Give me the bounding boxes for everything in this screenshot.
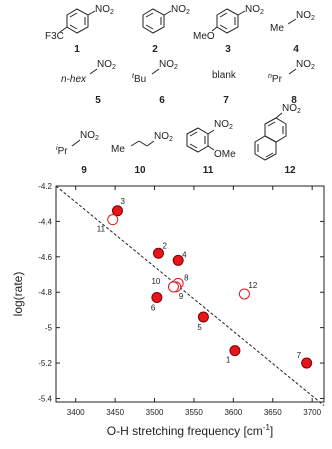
compound-number-12: 12 — [284, 165, 296, 176]
data-label-9: 9 — [178, 291, 184, 301]
compound-number-2: 2 — [152, 44, 158, 55]
compound-number-5: 5 — [95, 95, 101, 106]
data-point-6 — [152, 293, 162, 303]
scatter-chart — [11, 182, 324, 438]
compound-1-structure — [60, 9, 95, 33]
compound-10-me-label: Me — [111, 144, 125, 155]
data-label-4: 4 — [182, 250, 187, 260]
compound-12-structure — [255, 113, 286, 160]
compound-11-nitro-label: $NO_2$ — [214, 119, 233, 131]
compound-8-nitro-label: $NO_2$ — [296, 59, 315, 71]
data-label-7: 7 — [296, 351, 302, 361]
x-axis-ticks — [67, 186, 322, 417]
compound-3-meo-label: MeO — [193, 31, 215, 42]
y-tick-label: -5.4 — [38, 394, 52, 404]
compound-6-bond — [152, 69, 159, 74]
data-label-10: 10 — [151, 276, 161, 286]
compound-number-9: 9 — [81, 165, 87, 176]
x-axis-label: O-H stretching frequency $[cm^{-1}]$ — [106, 423, 274, 438]
y-tick-label: -4.4 — [38, 217, 52, 227]
compound-4-me-label: Me — [270, 23, 284, 34]
data-label-1: 1 — [225, 355, 231, 365]
compound-9-bond — [72, 140, 80, 146]
compound-8-npr-label: $^n$Pr — [268, 73, 282, 85]
compound-9-ipr-label: $^i$Pr — [56, 145, 68, 157]
compound-12-nitro-label: $NO_2$ — [282, 103, 301, 115]
data-label-6: 6 — [150, 303, 156, 313]
structure-labels — [45, 4, 315, 160]
data-label-2: 2 — [162, 241, 167, 251]
compound-1-cf3-label: F3C — [45, 31, 64, 42]
data-point-1 — [230, 346, 240, 356]
compound-number-1: 1 — [74, 44, 80, 55]
compound-11-ome-label: OMe — [214, 149, 236, 160]
compound-number-8: 8 — [291, 95, 297, 106]
y-tick-label: -5.2 — [38, 359, 52, 369]
data-point-10 — [168, 282, 178, 292]
compound-2-nitro-label: $NO_2$ — [171, 4, 190, 16]
compound-number-6: 6 — [159, 95, 165, 106]
data-point-7 — [302, 358, 312, 368]
compound-11-structure — [187, 128, 214, 152]
compound-9-nitro-label: $NO_2$ — [80, 130, 99, 142]
compound-3-structure — [212, 9, 245, 33]
compound-4-nitro-label: $NO_2$ — [296, 10, 315, 22]
compound-4-bond — [288, 19, 296, 24]
compound-number-11: 11 — [202, 165, 214, 176]
x-tick-label: 3500 — [145, 408, 164, 417]
compound-7-blank-label: blank — [212, 70, 236, 81]
compound-10-bonds — [131, 141, 154, 146]
trend-line — [56, 186, 324, 406]
compound-5-nitro-label: $NO_2$ — [97, 59, 116, 71]
compound-number-7: 7 — [223, 95, 229, 106]
y-tick-label: -4.8 — [38, 288, 52, 298]
data-point-12 — [239, 289, 249, 299]
data-points — [97, 197, 312, 368]
x-tick-label: 3550 — [185, 408, 203, 417]
y-tick-label: -4.2 — [38, 182, 52, 191]
x-tick-label: 3650 — [263, 408, 282, 417]
compound-8-bond — [289, 69, 296, 74]
data-label-11: 11 — [96, 224, 106, 234]
y-axis-label: log(rate) — [11, 271, 25, 317]
x-tick-label: 3700 — [303, 408, 322, 417]
data-label-3: 3 — [120, 196, 125, 206]
x-tick-label: 3450 — [106, 408, 125, 417]
compound-number-10: 10 — [134, 165, 146, 176]
compound-number-3: 3 — [225, 44, 231, 55]
compound-6-nitro-label: $NO_2$ — [159, 59, 178, 71]
data-label-8: 8 — [184, 273, 189, 283]
compound-1-nitro-label: $NO_2$ — [95, 4, 114, 16]
y-tick-label: -4.6 — [38, 252, 52, 262]
data-point-11 — [108, 215, 118, 225]
compound-2-structure — [143, 9, 171, 33]
data-point-5 — [198, 312, 208, 322]
compound-5-nhex-label: n-hex — [61, 74, 87, 85]
compound-number-4: 4 — [293, 44, 299, 55]
compound-6-tbu-label: $^t$Bu — [132, 73, 147, 85]
data-label-5: 5 — [197, 323, 202, 333]
y-tick-label: -5 — [44, 323, 52, 333]
x-tick-label: 3600 — [224, 408, 243, 417]
x-tick-label: 3400 — [66, 408, 85, 417]
compound-5-bond — [90, 69, 97, 74]
compound-10-nitro-label: $NO_2$ — [154, 131, 173, 143]
data-label-12: 12 — [248, 281, 258, 290]
compound-3-nitro-label: $NO_2$ — [245, 4, 264, 16]
